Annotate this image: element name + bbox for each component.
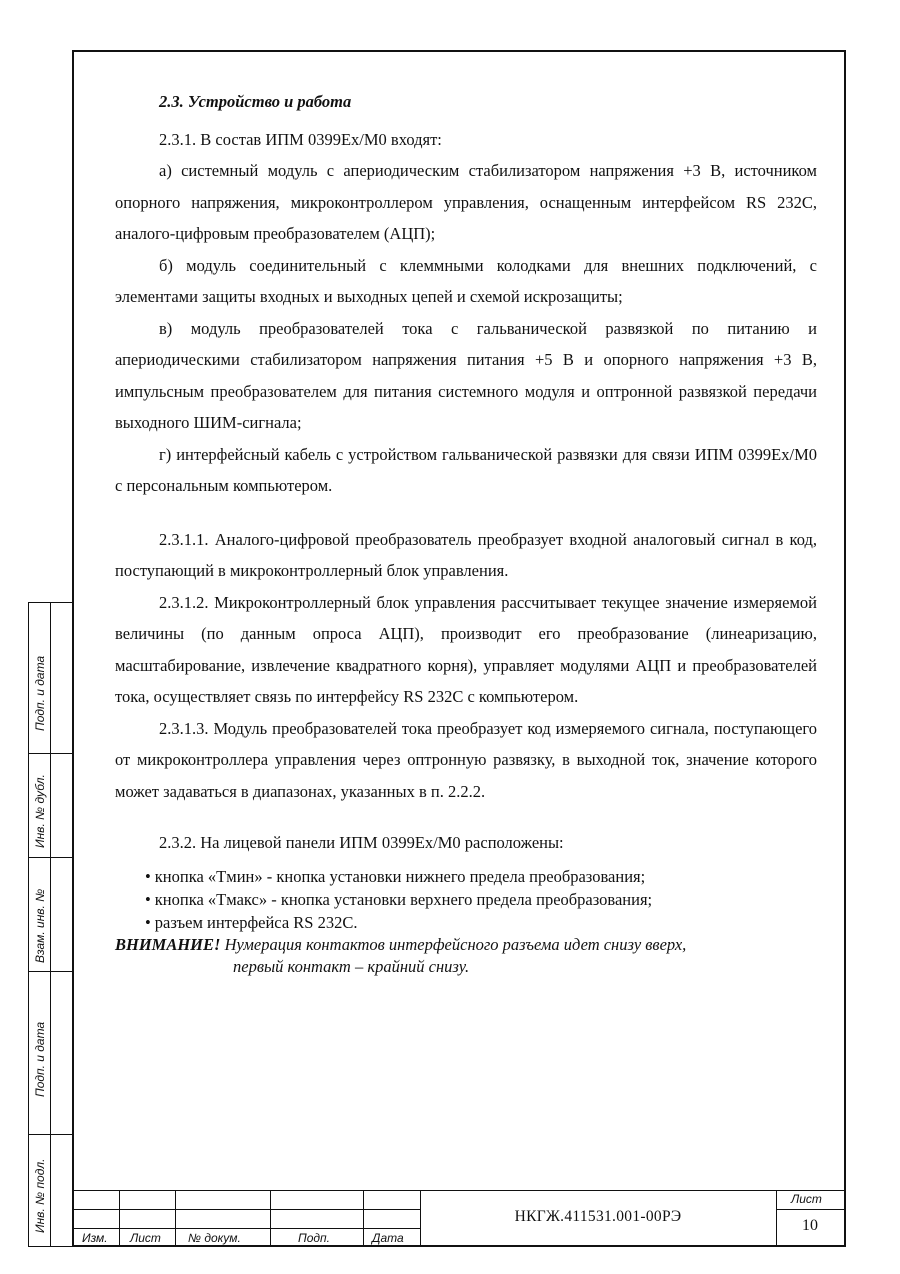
col-label-sheet: Лист (130, 1231, 161, 1245)
divider (175, 1190, 176, 1247)
sheet-number: 10 (802, 1217, 818, 1234)
list-item: • кнопка «Tмин» - кнопка установки нижнего предела преобразования; (145, 865, 817, 888)
paragraph-2-3-1-2: 2.3.1.2. Микроконтроллерный блок управления рассчитывает текущее значение измеряемой величины (по данным опроса АЦП), производит его преобразование (линеаризацию, масштабирование, извлечение квадратного корня), управляет модулями АЦП и преобразователей тока, осуществляет связь по интерфейсу RS 232C с компьютером. (115, 592, 817, 706)
spacer (115, 807, 817, 827)
side-stamp-strip (28, 602, 72, 1247)
divider (119, 1190, 120, 1247)
col-label-doc-number: № докум. (188, 1231, 241, 1245)
front-panel-list (145, 865, 817, 934)
list-item-b: б) модуль соединительный с клеммными колодками для внешних подключений, с элементами защиты входных и выходных цепей и схемой искрозащиты; (115, 255, 817, 306)
paragraph-2-3-1-3: 2.3.1.3. Модуль преобразователей тока преобразует код измеряемого сигнала, поступающего от микроконтроллера управления через оптронную развязку, в выходной ток, значение которого может задаваться в диапазонах, указанных в п. 2.2.2. (115, 718, 817, 801)
col-label-date: Дата (372, 1231, 404, 1245)
side-label-sign-date-2: Подп. и дата (33, 1021, 47, 1097)
col-label-change: Изм. (82, 1231, 108, 1245)
side-label-sign-date: Подп. и дата (33, 655, 47, 731)
side-label-replace-inv: Взам. инв. № (33, 888, 47, 963)
divider (776, 1209, 846, 1210)
warning-text-line1: Нумерация контактов интерфейсного разъема идет снизу вверх, (224, 934, 687, 954)
list-item: • кнопка «Tмакс» - кнопка установки верхнего предела преобразования; (145, 888, 817, 911)
list-item: • разъем интерфейса RS 232C. (145, 911, 817, 934)
paragraph-2-3-1: 2.3.1. В состав ИПМ 0399Ex/М0 входят: (159, 129, 442, 149)
divider (363, 1190, 364, 1247)
paragraph-2-3-2: 2.3.2. На лицевой панели ИПМ 0399Ex/М0 расположены: (159, 833, 564, 852)
section-heading: 2.3. Устройство и работа (159, 92, 352, 111)
warning-label: ВНИМАНИЕ! (115, 934, 221, 954)
divider (72, 1209, 420, 1210)
list-item-a: а) системный модуль с апериодическим стабилизатором напряжения +3 В, источником опорного напряжения, микроконтроллером управления, оснащенным интерфейсом RS 232C, аналого-цифровым преобразователем (АЦП); (115, 161, 817, 243)
side-label-dup-inv: Инв. № дубл. (33, 774, 47, 848)
col-label-signature: Подп. (298, 1231, 330, 1245)
sheet-label: Лист (791, 1192, 822, 1206)
warning-note (115, 934, 817, 978)
title-block (72, 1190, 846, 1247)
divider (270, 1190, 271, 1247)
divider (72, 1228, 420, 1229)
list-item-g: г) интерфейсный кабель с устройством гальванической развязки для связи ИПМ 0399Ex/М0 с персональным компьютером. (115, 444, 817, 495)
document-code: НКГЖ.411531.001-00РЭ (514, 1208, 682, 1225)
divider (72, 1190, 846, 1191)
document-body (115, 86, 817, 978)
spacer (115, 502, 817, 524)
paragraph-2-3-1-1: 2.3.1.1. Аналого-цифровой преобразователь преобразует входной аналоговый сигнал в код, поступающий в микроконтроллерный блок управления. (115, 529, 817, 580)
list-item-v: в) модуль преобразователей тока с гальванической развязкой по питанию и апериодическими стабилизатором напряжения питания +5 В и опорного напряжения +3 В, импульсным преобразователем для питания системного модуля и оптронной развязкой передачи выходного ШИМ-сигнала; (115, 318, 817, 432)
warning-text-line2: первый контакт – крайний снизу. (233, 956, 470, 976)
side-label-orig-inv: Инв. № подл. (33, 1158, 47, 1233)
